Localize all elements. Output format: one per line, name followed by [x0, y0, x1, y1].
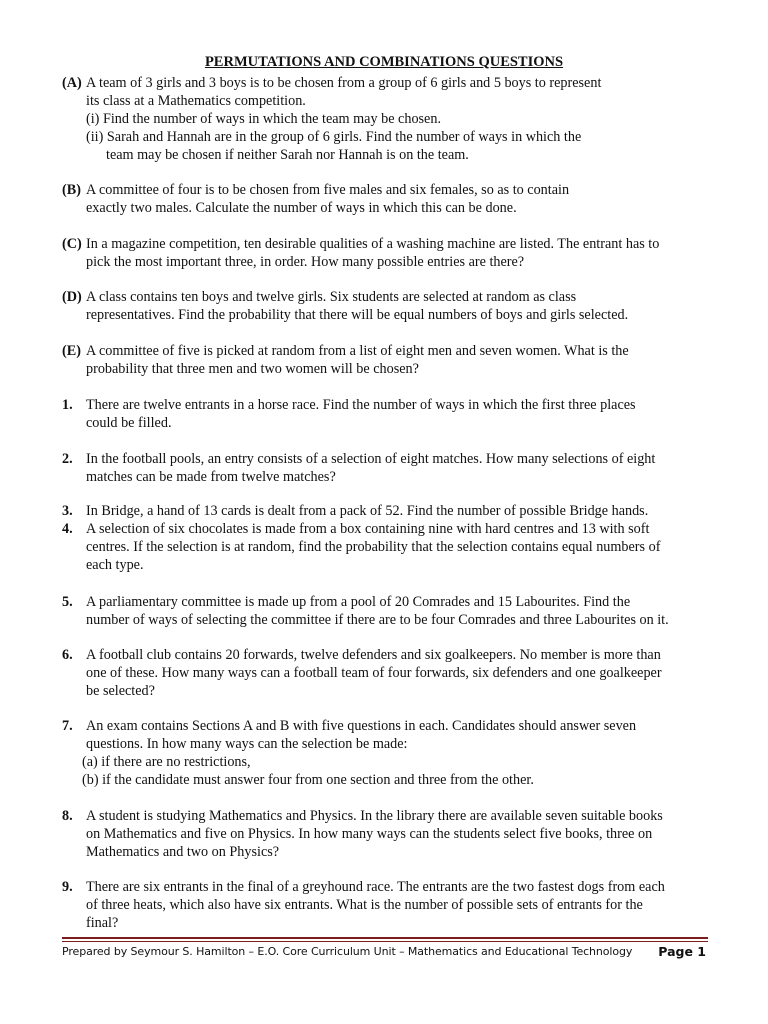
question-text: In Bridge, a hand of 13 cards is dealt from a pack of 52. Find the number of possible Bridge hands. [86, 503, 649, 519]
question-2 [62, 450, 722, 486]
question-text: representatives. Find the probability that there will be equal numbers of boys and girls selected. [86, 307, 629, 323]
page-title [0, 54, 768, 71]
question-number: 9. [62, 879, 73, 895]
question-text: exactly two males. Calculate the number of ways in which this can be done. [86, 200, 517, 216]
page-number: Page 1 [658, 944, 706, 959]
question-text: There are twelve entrants in a horse race. Find the number of ways in which the first three places [86, 397, 636, 413]
question-number: 3. [62, 503, 73, 519]
question-part: (b) if the candidate must answer four from one section and three from the other. [82, 772, 534, 788]
question-b [62, 181, 722, 217]
question-part: (i) Find the number of ways in which the team may be chosen. [86, 111, 441, 127]
question-label: (A) [62, 75, 82, 91]
footer-credit: Prepared by Seymour S. Hamilton – E.O. Core Curriculum Unit – Mathematics and Educational Technology [62, 945, 633, 958]
question-label: (D) [62, 289, 82, 305]
question-number: 2. [62, 451, 73, 467]
question-a [62, 74, 722, 164]
question-9 [62, 878, 722, 932]
question-text: final? [86, 915, 119, 931]
footer-divider [62, 937, 708, 939]
question-text: In a magazine competition, ten desirable qualities of a washing machine are listed. The entrant has to [86, 236, 660, 252]
question-text: pick the most important three, in order. How many possible entries are there? [86, 254, 525, 270]
question-part: (ii) Sarah and Hannah are in the group of 6 girls. Find the number of ways in which the [86, 129, 582, 145]
question-text: A committee of five is picked at random from a list of eight men and seven women. What is the [86, 343, 629, 359]
question-3 [62, 502, 722, 520]
question-label: (E) [62, 343, 81, 359]
question-number: 8. [62, 808, 73, 824]
question-number: 6. [62, 647, 73, 663]
question-6 [62, 646, 722, 700]
question-d [62, 288, 722, 324]
question-text: A committee of four is to be chosen from five males and six females, so as to contain [86, 182, 570, 198]
question-text: be selected? [86, 683, 155, 699]
question-5 [62, 593, 722, 629]
question-label: (B) [62, 182, 81, 198]
question-text: There are six entrants in the final of a greyhound race. The entrants are the two fastest dogs from each [86, 879, 665, 895]
question-1 [62, 396, 722, 432]
question-7 [62, 717, 722, 789]
question-label: (C) [62, 236, 82, 252]
question-8 [62, 807, 722, 861]
question-part: team may be chosen if neither Sarah nor Hannah is on the team. [106, 147, 469, 163]
footer-divider-thin [62, 941, 708, 942]
question-text: probability that three men and two women will be chosen? [86, 361, 419, 377]
question-text: on Mathematics and five on Physics. In how many ways can the students select five books, three on [86, 826, 653, 842]
question-number: 4. [62, 521, 73, 537]
page-title-text: PERMUTATIONS AND COMBINATIONS QUESTIONS [204, 54, 564, 70]
question-text: A team of 3 girls and 3 boys is to be chosen from a group of 6 girls and 5 boys to represent [86, 75, 602, 91]
question-text: its class at a Mathematics competition. [86, 93, 306, 109]
question-text: A selection of six chocolates is made from a box containing nine with hard centres and 13 with soft [86, 521, 650, 537]
question-text: In the football pools, an entry consists of a selection of eight matches. How many selections of eight [86, 451, 656, 467]
question-text: matches can be made from twelve matches? [86, 469, 336, 485]
question-text: of three heats, which also have six entrants. What is the number of possible sets of entrants for the [86, 897, 643, 913]
question-number: 7. [62, 718, 73, 734]
question-text: centres. If the selection is at random, find the probability that the selection contains equal numbers of [86, 539, 661, 555]
question-text: questions. In how many ways can the selection be made: [86, 736, 408, 752]
question-text: A football club contains 20 forwards, twelve defenders and six goalkeepers. No member is more than [86, 647, 661, 663]
question-4 [62, 520, 722, 574]
question-text: could be filled. [86, 415, 172, 431]
question-c [62, 235, 722, 271]
question-text: An exam contains Sections A and B with five questions in each. Candidates should answer seven [86, 718, 637, 734]
question-e [62, 342, 722, 378]
question-text: A student is studying Mathematics and Physics. In the library there are available seven suitable books [86, 808, 663, 824]
question-text: one of these. How many ways can a football team of four forwards, six defenders and one goalkeeper [86, 665, 662, 681]
question-text: A class contains ten boys and twelve girls. Six students are selected at random as class [86, 289, 577, 305]
question-number: 5. [62, 594, 73, 610]
question-text: number of ways of selecting the committee if there are to be four Comrades and three Labourites on it. [86, 612, 669, 628]
question-text: each type. [86, 557, 144, 573]
question-part: (a) if there are no restrictions, [82, 754, 251, 770]
question-text: Mathematics and two on Physics? [86, 844, 280, 860]
question-text: A parliamentary committee is made up from a pool of 20 Comrades and 15 Labourites. Find the [86, 594, 631, 610]
question-number: 1. [62, 397, 73, 413]
